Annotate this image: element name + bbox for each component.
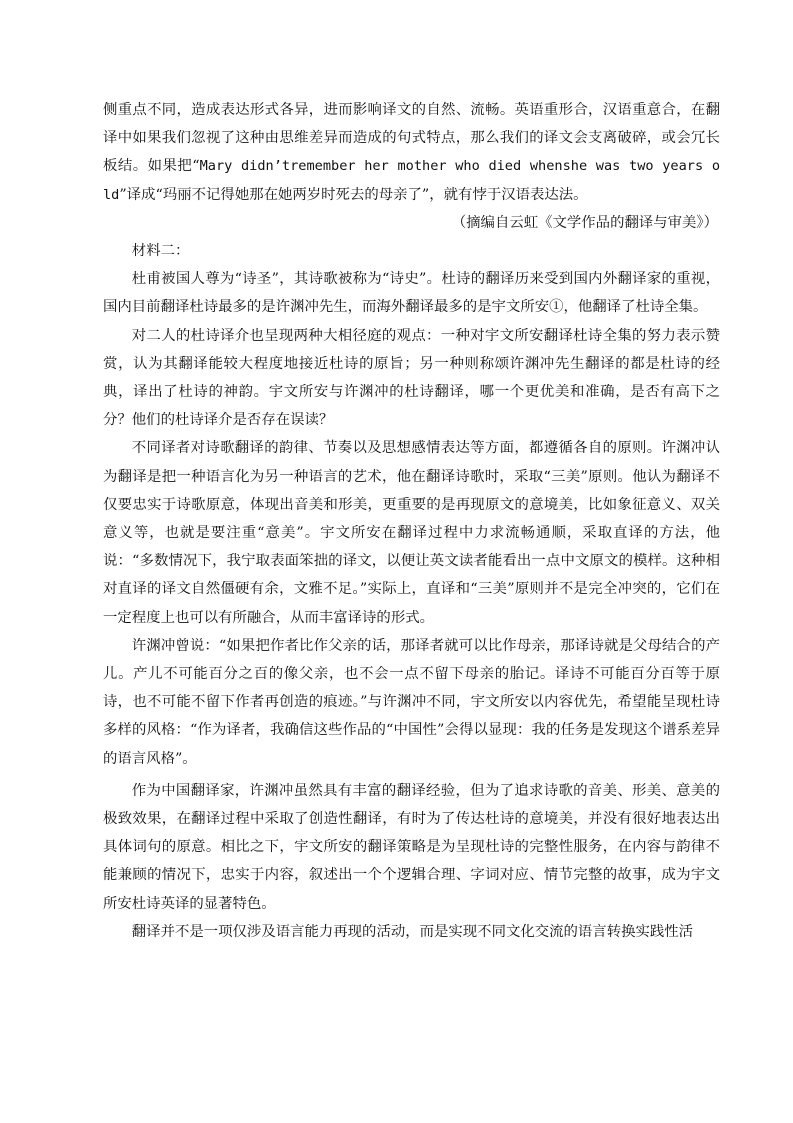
english-example-sentence: Mary didn’tremember her mother who died whenshe was two years old xyxy=(103,158,720,203)
paragraph: 作为中国翻译家，许渊冲虽然具有丰富的翻译经验，但为了追求诗歌的音美、形美、意美的极致效果，在翻译过程中采取了创造性翻译，有时为了传达杜诗的意境美，并没有很好地表达出具体词句的原意。相比之下，宇文所安的翻译策略是为呈现杜诗的完整性服务，在内容与韵律不能兼顾的情况下，忠实于内容，叙述出一个个逻辑合理、字词对应、情节完整的故事，成为宇文所安杜诗英译的显著特色。 xyxy=(103,782,720,912)
text-segment: ”译成“玛丽不记得她那在她两岁时死去的母亲了”，就有悖于汉语表达法。 xyxy=(119,186,588,203)
paragraph: 杜甫被国人尊为“诗圣”，其诗歌被称为“诗史”。杜诗的翻译历来受到国内外翻译家的重视，国内目前翻译杜诗最多的是许渊冲先生，而海外翻译最多的是宇文所安①，他翻译了杜诗全集。 xyxy=(103,271,720,316)
source-citation: （摘编自云虹《文学作品的翻译与审美》） xyxy=(451,214,718,231)
paragraph-continued xyxy=(103,96,720,209)
section-heading: 材料二： xyxy=(131,243,190,260)
paragraph: 不同译者对诗歌翻译的韵律、节奏以及思想感情表达等方面，都遵循各自的原则。许渊冲认为翻译是把一种语言化为另一种语言的艺术，他在翻译诗歌时，采取“三美”原则。他认为翻译不仅要忠实于诗歌原意，体现出音美和形美，更重要的是再现原文的意境美，比如象征意义、双关意义等，也就是要注重“意美”。宇文所安在翻译过程中力求流畅通顺，采取直译的方法，他说：“多数情况下，我宁取表面笨拙的译文，以便让英文读者能看出一点中文原文的模样。这种相对直译的译文自然僵硬有余，文雅不足。”实际上，直译和“三美”原则并不是完全冲突的，它们在一定程度上也可以有所融合，从而丰富译诗的形式。 xyxy=(103,440,720,626)
paragraph-truncated: 翻译并不是一项仅涉及语言能力再现的活动，而是实现不同文化交流的语言转换实践性活 xyxy=(131,923,694,940)
paragraph: 对二人的杜诗译介也呈现两种大相径庭的观点：一种对宇文所安翻译杜诗全集的努力表示赞赏，认为其翻译能较大程度地接近杜诗的原旨；另一种则称颂许渊冲先生翻译的都是杜诗的经典，译出了杜诗的神韵。宇文所安与许渊冲的杜诗翻译，哪一个更优美和准确，是否有高下之分？他们的杜诗译介是否存在误读？ xyxy=(103,327,720,429)
paragraph: 许渊冲曾说：“如果把作者比作父亲的话，那译者就可以比作母亲，那译诗就是父母结合的产儿。产儿不可能百分之百的像父亲，也不会一点不留下母亲的胎记。译诗不可能百分百等于原诗，也不可能不留下作者再创造的痕迹。”与许渊冲不同，宇文所安以内容优先，希望能呈现杜诗多样的风格：“作为译者，我确信这些作品的“中国性”会得以显现：我的任务是发现这个谱系差异的语言风格”。 xyxy=(103,637,720,767)
text-segment: 侧重点不同，造成表达形式各异，进而影响译文的自然、流畅。英语重形合，汉语重意合，在翻译中如果我们忽视了这种由思维差异而造成的句式特点，那么我们的译文会支离破碎，或会冗长板结。如果把“ xyxy=(103,102,720,175)
document-page xyxy=(103,96,720,946)
